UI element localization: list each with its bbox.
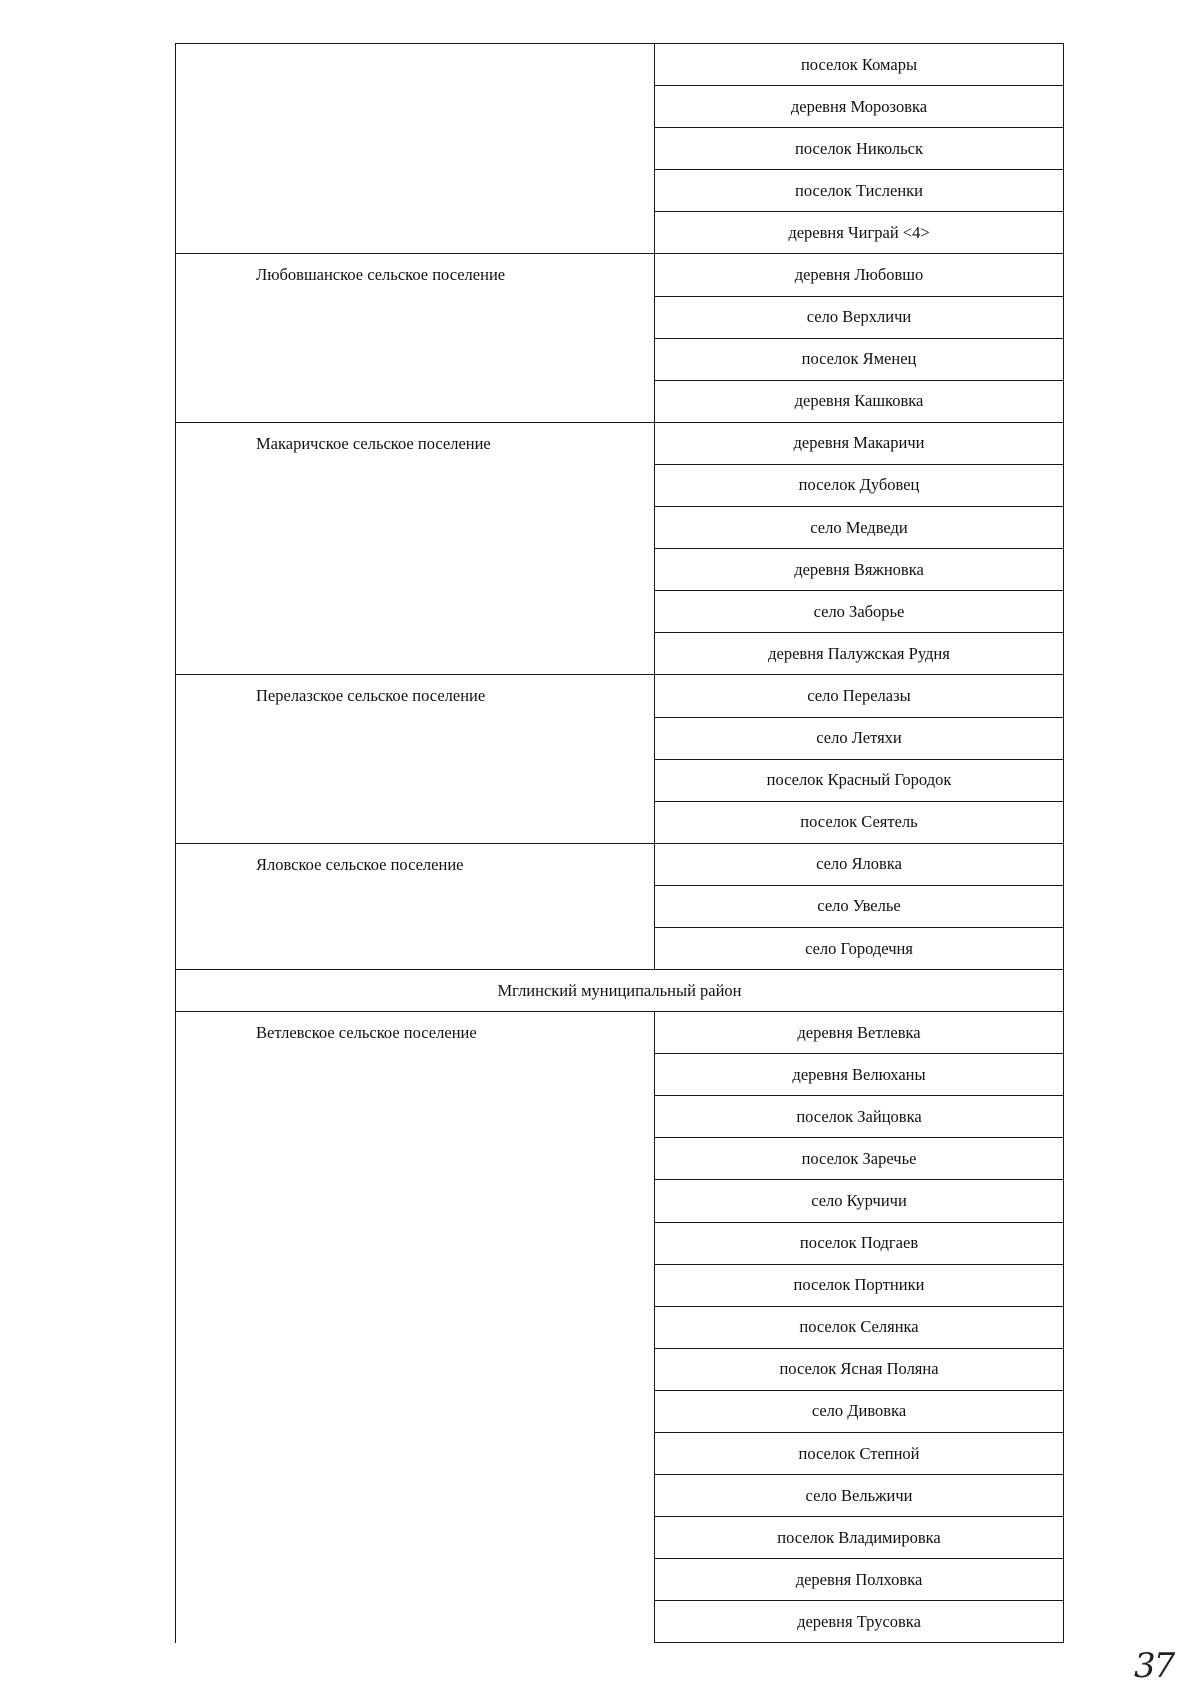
table-row (176, 422, 1064, 464)
settlement-cell: Макаричское сельское поселение (176, 422, 655, 675)
locality-cell: поселок Селянка (655, 1306, 1064, 1348)
locality-cell: поселок Подгаев (655, 1222, 1064, 1264)
locality-cell: село Летяхи (655, 717, 1064, 759)
locality-cell: поселок Владимировка (655, 1517, 1064, 1559)
district-heading: Мглинский муниципальный район (176, 970, 1064, 1012)
locality-cell: поселок Зайцовка (655, 1096, 1064, 1138)
locality-cell: село Медведи (655, 507, 1064, 549)
locality-cell: поселок Портники (655, 1264, 1064, 1306)
table-row (176, 843, 1064, 885)
locality-cell: поселок Ясная Поляна (655, 1348, 1064, 1390)
locality-cell: деревня Кашковка (655, 380, 1064, 422)
locality-cell: поселок Сеятель (655, 801, 1064, 843)
district-row (176, 970, 1064, 1012)
page-number: 37 (1134, 1646, 1174, 1686)
settlement-cell (176, 44, 655, 254)
locality-cell: поселок Заречье (655, 1138, 1064, 1180)
locality-cell: деревня Морозовка (655, 86, 1064, 128)
table-row (176, 44, 1064, 86)
locality-cell: деревня Полховка (655, 1559, 1064, 1601)
settlements-table (175, 43, 1064, 1643)
locality-cell: село Городечня (655, 927, 1064, 969)
locality-cell: село Верхличи (655, 296, 1064, 338)
locality-cell: поселок Комары (655, 44, 1064, 86)
locality-cell: село Курчичи (655, 1180, 1064, 1222)
settlements-table-body (176, 44, 1064, 1643)
locality-cell: деревня Велюханы (655, 1054, 1064, 1096)
locality-cell: поселок Тисленки (655, 170, 1064, 212)
locality-cell: деревня Чиграй <4> (655, 212, 1064, 254)
locality-cell: деревня Макаричи (655, 422, 1064, 464)
locality-cell: село Заборье (655, 591, 1064, 633)
table-row (176, 675, 1064, 717)
locality-cell: поселок Яменец (655, 338, 1064, 380)
locality-cell: поселок Красный Городок (655, 759, 1064, 801)
locality-cell: поселок Дубовец (655, 464, 1064, 506)
locality-cell: деревня Палужская Рудня (655, 633, 1064, 675)
locality-cell: село Дивовка (655, 1390, 1064, 1432)
settlement-cell: Ветлевское сельское поселение (176, 1012, 655, 1643)
settlements-table-wrapper (175, 43, 1064, 1643)
locality-cell: село Перелазы (655, 675, 1064, 717)
table-row (176, 254, 1064, 296)
locality-cell: поселок Степной (655, 1433, 1064, 1475)
settlement-cell: Яловское сельское поселение (176, 843, 655, 969)
locality-cell: село Увелье (655, 885, 1064, 927)
locality-cell: поселок Никольск (655, 128, 1064, 170)
locality-cell: село Вельжичи (655, 1475, 1064, 1517)
locality-cell: деревня Любовшо (655, 254, 1064, 296)
locality-cell: деревня Ветлевка (655, 1012, 1064, 1054)
locality-cell: село Яловка (655, 843, 1064, 885)
locality-cell: деревня Вяжновка (655, 549, 1064, 591)
settlement-cell: Перелазское сельское поселение (176, 675, 655, 843)
locality-cell: деревня Трусовка (655, 1601, 1064, 1643)
settlement-cell: Любовшанское сельское поселение (176, 254, 655, 422)
table-row (176, 1012, 1064, 1054)
